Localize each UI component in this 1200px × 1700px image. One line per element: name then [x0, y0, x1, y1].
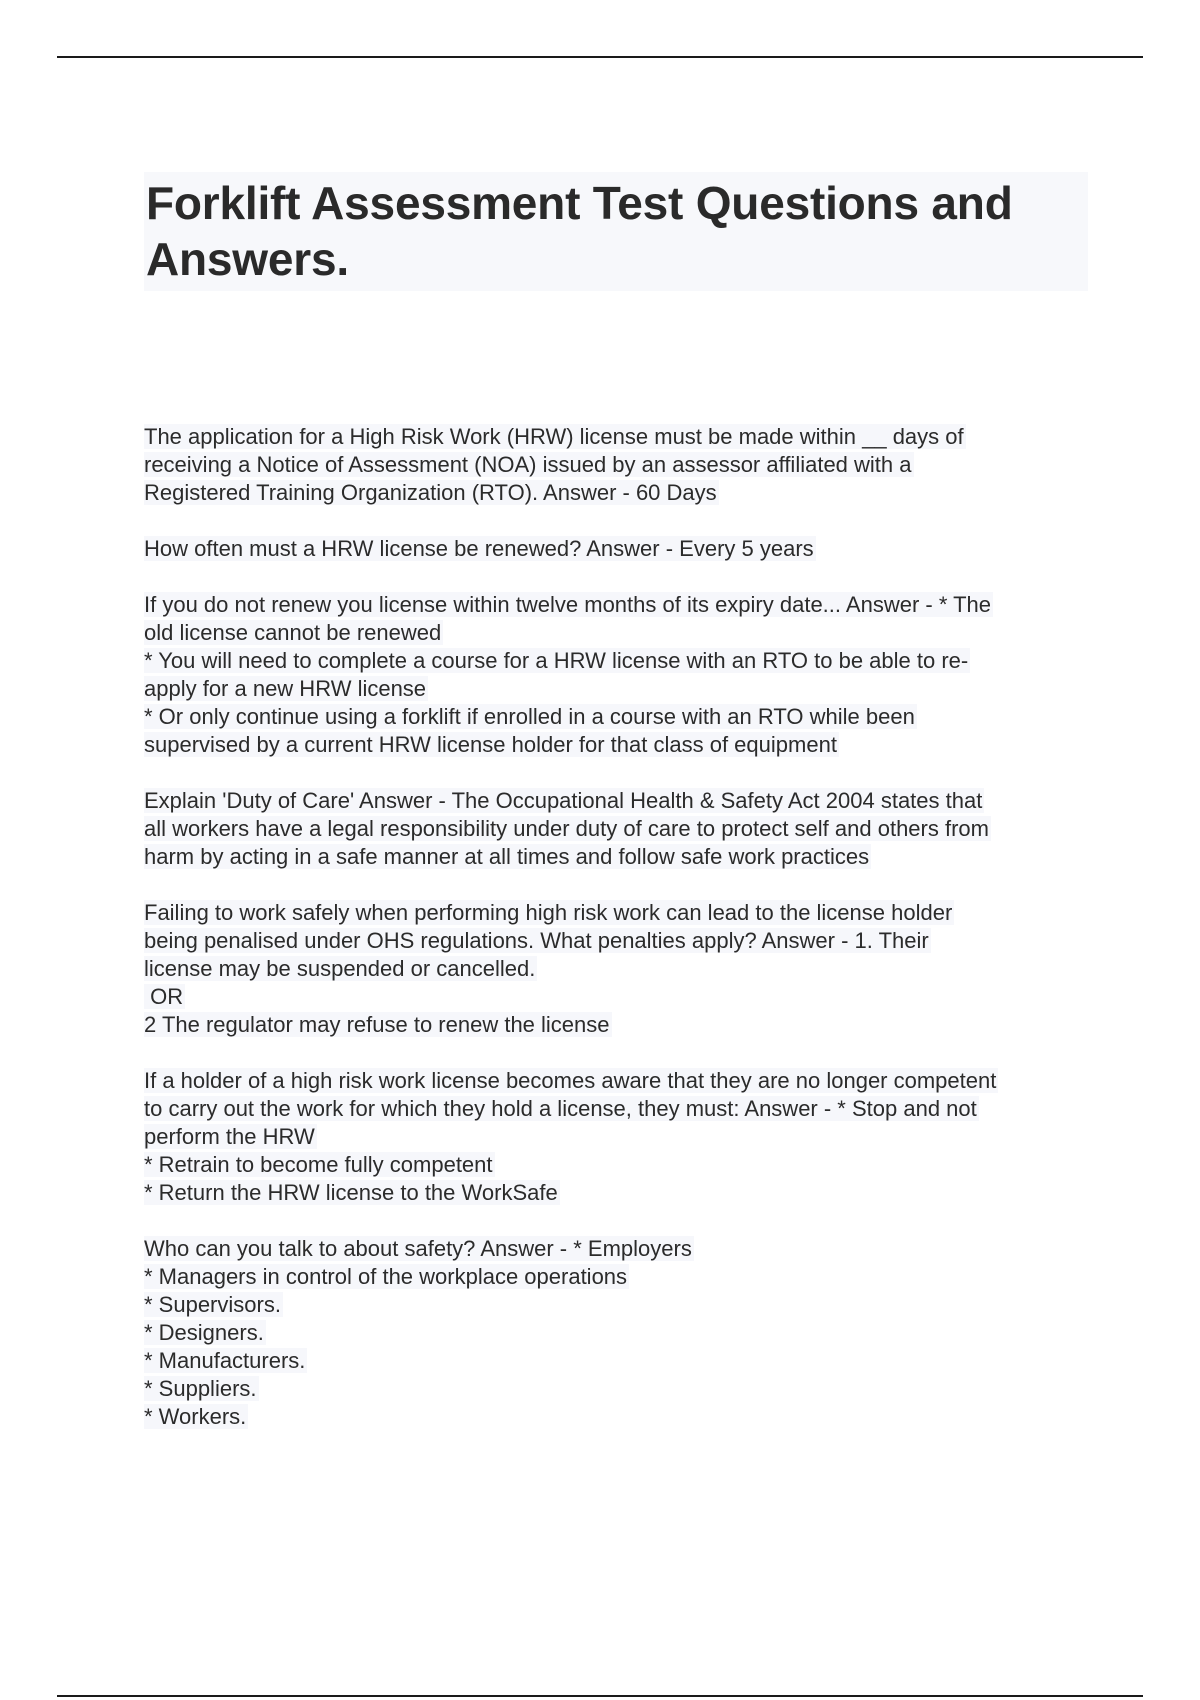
qa-line: Failing to work safely when performing high risk work can lead to the license holder [144, 900, 953, 925]
document-title-block [144, 172, 1088, 291]
qa-item [144, 1067, 1088, 1207]
qa-line: license may be suspended or cancelled. [144, 956, 536, 981]
qa-line: The application for a High Risk Work (HRW) license must be made within __ days of [144, 424, 964, 449]
qa-item [144, 535, 1088, 563]
qa-line: * You will need to complete a course for a HRW license with an RTO to be able to re- [144, 648, 969, 673]
bottom-rule [57, 1695, 1143, 1697]
qa-line: all workers have a legal responsibility under duty of care to protect self and others from [144, 816, 989, 841]
qa-line: Registered Training Organization (RTO). Answer - 60 Days [144, 480, 717, 505]
qa-line: apply for a new HRW license [144, 676, 427, 701]
qa-line: Who can you talk to about safety? Answer - * Employers [144, 1236, 692, 1261]
qa-line: receiving a Notice of Assessment (NOA) issued by an assessor affiliated with a [144, 452, 912, 477]
qa-line: old license cannot be renewed [144, 620, 442, 645]
qa-line: If a holder of a high risk work license becomes aware that they are no longer competent [144, 1068, 997, 1093]
title-line: Forklift Assessment Test Questions and [146, 177, 1013, 229]
qa-line: harm by acting in a safe manner at all times and follow safe work practices [144, 844, 870, 869]
qa-item [144, 1235, 1088, 1431]
qa-line: OR [144, 984, 184, 1009]
qa-line: How often must a HRW license be renewed? Answer - Every 5 years [144, 536, 814, 561]
qa-line: * Retrain to become fully competent [144, 1152, 493, 1177]
qa-line: * Return the HRW license to the WorkSafe [144, 1180, 558, 1205]
qa-line: If you do not renew you license within twelve months of its expiry date... Answer - * The [144, 592, 992, 617]
qa-item [144, 787, 1088, 871]
qa-item [144, 899, 1088, 1039]
qa-line: * Or only continue using a forklift if enrolled in a course with an RTO while been [144, 704, 915, 729]
qa-line: * Managers in control of the workplace operations [144, 1264, 628, 1289]
qa-item [144, 591, 1088, 759]
qa-line: * Supervisors. [144, 1292, 281, 1317]
qa-line: being penalised under OHS regulations. What penalties apply? Answer - 1. Their [144, 928, 929, 953]
qa-line: * Workers. [144, 1404, 247, 1429]
qa-line: 2 The regulator may refuse to renew the license [144, 1012, 610, 1037]
qa-list [144, 423, 1088, 1459]
qa-item [144, 423, 1088, 507]
qa-line: supervised by a current HRW license holder for that class of equipment [144, 732, 837, 757]
title-line: Answers. [146, 233, 349, 285]
document-title [146, 175, 1088, 287]
qa-line: * Designers. [144, 1320, 264, 1345]
qa-line: perform the HRW [144, 1124, 315, 1149]
qa-line: * Manufacturers. [144, 1348, 306, 1373]
qa-line: to carry out the work for which they hold a license, they must: Answer - * Stop and not [144, 1096, 977, 1121]
top-rule [57, 56, 1143, 58]
qa-line: Explain 'Duty of Care' Answer - The Occupational Health & Safety Act 2004 states that [144, 788, 983, 813]
qa-line: * Suppliers. [144, 1376, 257, 1401]
